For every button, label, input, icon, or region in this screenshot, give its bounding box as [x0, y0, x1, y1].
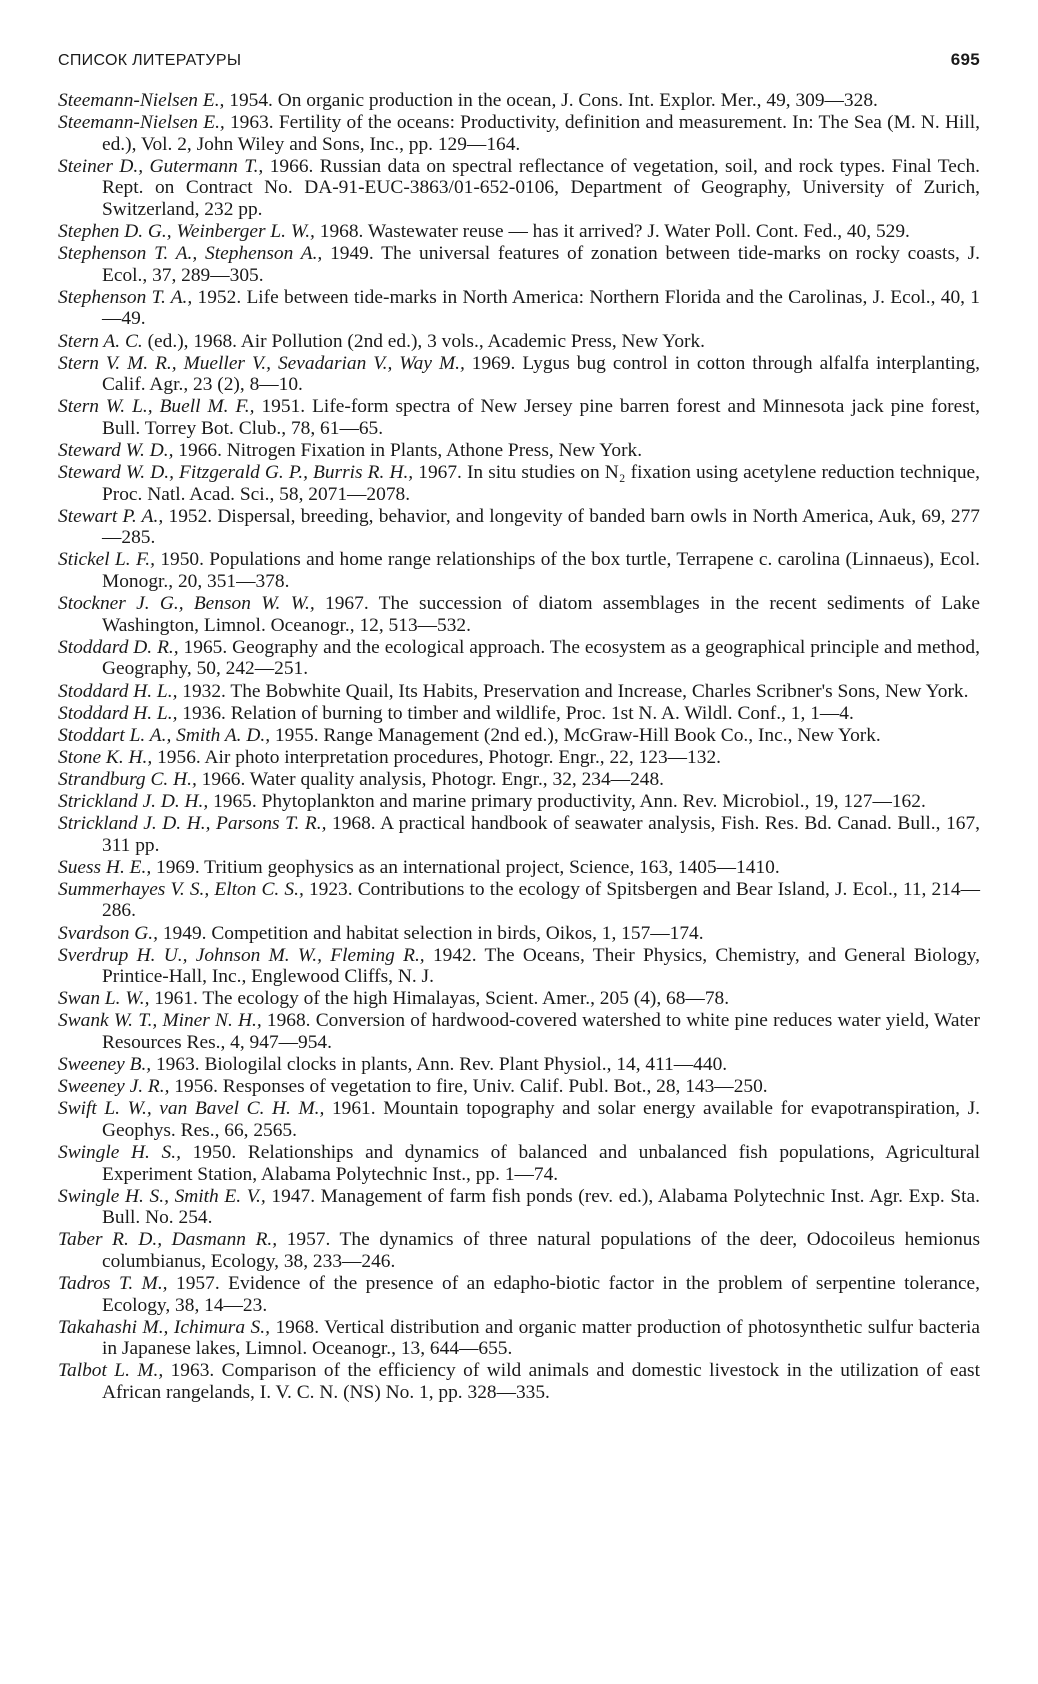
reference-authors: Steiner D., Gutermann T., — [58, 155, 264, 177]
reference-entry — [58, 791, 980, 813]
reference-entry — [58, 637, 980, 680]
reference-authors: Takahashi M., Ichimura S., — [58, 1316, 270, 1338]
reference-entry — [58, 923, 980, 945]
reference-text: 1968. Conversion of hardwood-covered watershed to white pine reduces water yield, Water Resources Res., 4, 947—954. — [102, 1010, 980, 1054]
reference-authors: Stewart P. A., — [58, 505, 164, 527]
reference-authors: Steemann-Nielsen E., — [58, 112, 225, 134]
reference-authors: Steward W. D., Fitzgerald G. P., Burris R. H., — [58, 462, 414, 484]
reference-entry — [58, 1186, 980, 1229]
reference-entry — [58, 857, 980, 879]
reference-entry — [58, 331, 980, 353]
reference-text: 1947. Management of farm fish ponds (rev. ed.), Alabama Polytechnic Inst. Agr. Exp. Sta. Bull. No. 254. — [102, 1185, 981, 1229]
reference-authors: Stephen D. G., Weinberger L. W., — [58, 221, 315, 243]
reference-authors: Strandburg C. H., — [58, 768, 197, 790]
reference-authors: Swingle H. S., Smith E. V., — [58, 1185, 266, 1207]
reference-authors: Suess H. E., — [58, 856, 152, 878]
reference-authors: Stoddard H. L., — [58, 702, 178, 724]
reference-text: 1942. The Oceans, Their Physics, Chemistry, and General Biology, Printice-Hall, Inc., Englewood Cliffs, N. J. — [102, 944, 980, 988]
reference-text: (ed.), 1968. Air Pollution (2nd ed.), 3 vols., Academic Press, New York. — [142, 330, 706, 352]
reference-authors: Stoddard D. R., — [58, 636, 179, 658]
reference-text: 1967. In situ studies on N₂ fixation using acetylene reduction technique, Proc. Natl. Acad. Sci., 58, 2071—2078. — [102, 462, 980, 505]
reference-authors: Swank W. T., Miner N. H., — [58, 1010, 262, 1032]
page-number: 695 — [950, 50, 980, 69]
reference-entry — [58, 703, 980, 725]
reference-entry — [58, 725, 980, 747]
reference-authors: Talbot L. M., — [58, 1360, 164, 1382]
reference-entry — [58, 1076, 980, 1098]
reference-text: 1963. Biologilal clocks in plants, Ann. Rev. Plant Physiol., 14, 411—440. — [151, 1054, 728, 1076]
reference-authors: Stoddart L. A., Smith A. D., — [58, 724, 271, 746]
reference-entry — [58, 112, 980, 155]
reference-authors: Stephenson T. A., Stephenson A., — [58, 243, 323, 265]
reference-entry — [58, 353, 980, 396]
page-header — [58, 50, 980, 70]
reference-text: 1961. The ecology of the high Himalayas, Scient. Amer., 205 (4), 68—78. — [149, 988, 730, 1010]
reference-authors: Stockner J. G., Benson W. W., — [58, 593, 315, 615]
reference-text: 1950. Relationships and dynamics of balanced and unbalanced fish populations, Agricultural Experiment Station, Alabama Polytechnic Inst., pp. 1—74. — [102, 1142, 980, 1185]
reference-text: 1949. The universal features of zonation between tide-marks on rocky coasts, J. Ecol., 37, 289—305. — [102, 243, 980, 286]
running-title: СПИСОК ЛИТЕРАТУРЫ — [58, 52, 242, 69]
reference-text: 1966. Russian data on spectral reflectance of vegetation, soil, and rock types. Final Tech. Rept. on Contract No. DA-91-EUC-3863/01-652-0106, Department of Geography, University of Zurich, Switzerland, 232 pp. — [102, 155, 980, 220]
reference-authors: Tadros T. M., — [58, 1273, 168, 1295]
reference-entry — [58, 1229, 980, 1272]
reference-text: 1954. On organic production in the ocean, J. Cons. Int. Explor. Mer., 49, 309—328. — [224, 90, 878, 111]
reference-entry — [58, 462, 980, 505]
reference-text: 1956. Responses of vegetation to fire, Univ. Calif. Publ. Bot., 28, 143—250. — [169, 1076, 768, 1098]
reference-entry — [58, 988, 980, 1010]
reference-text: 1969. Tritium geophysics as an international project, Science, 163, 1405—1410. — [151, 856, 780, 878]
reference-text: 1955. Range Management (2nd ed.), McGraw-Hill Book Co., Inc., New York. — [270, 724, 881, 746]
reference-text: 1956. Air photo interpretation procedures, Photogr. Engr., 22, 123—132. — [152, 746, 721, 768]
reference-entry — [58, 90, 980, 112]
reference-text: 1965. Phytoplankton and marine primary productivity, Ann. Rev. Microbiol., 19, 127—162. — [208, 791, 926, 812]
reference-authors: Stern W. L., Buell M. F., — [58, 396, 255, 418]
reference-entry — [58, 879, 980, 922]
reference-text: 1949. Competition and habitat selection in birds, Oikos, 1, 157—174. — [158, 922, 704, 944]
reference-entry — [58, 1142, 980, 1185]
reference-entry — [58, 593, 980, 636]
reference-authors: Stern V. M. R., Mueller V., Sevadarian V., Way M., — [58, 352, 465, 374]
reference-authors: Swan L. W., — [58, 988, 150, 1010]
reference-entry — [58, 1098, 980, 1141]
reference-text: 1968. Vertical distribution and organic matter production of photosynthetic sulfur bacteria in Japanese lakes, Limnol. Oceanogr., 13, 644—655. — [102, 1316, 980, 1360]
reference-authors: Swift L. W., van Bavel C. H. M., — [58, 1098, 325, 1120]
reference-text: 1968. Wastewater reuse — has it arrived? J. Water Poll. Cont. Fed., 40, 529. — [314, 221, 910, 243]
reference-list — [58, 90, 980, 1404]
reference-authors: Steemann-Nielsen E., — [58, 90, 225, 111]
reference-entry — [58, 1360, 980, 1403]
reference-entry — [58, 945, 980, 988]
reference-text: 1952. Life between tide-marks in North America: Northern Florida and the Carolinas, J. Ecol., 40, 1—49. — [102, 286, 980, 330]
reference-entry — [58, 1317, 980, 1360]
reference-authors: Stern A. C. — [58, 330, 143, 352]
reference-authors: Svardson G., — [58, 922, 159, 944]
reference-entry — [58, 1273, 980, 1316]
reference-authors: Stone K. H., — [58, 746, 153, 768]
reference-authors: Strickland J. D. H., Parsons T. R., — [58, 813, 327, 835]
reference-entry — [58, 243, 980, 286]
reference-entry — [58, 396, 980, 439]
reference-text: 1963. Fertility of the oceans: Productivity, definition and measurement. In: The Sea (M. N. Hill, ed.), Vol. 2, John Wiley and Sons, Inc., pp. 129—164. — [102, 112, 980, 155]
reference-entry — [58, 769, 980, 791]
reference-entry — [58, 813, 980, 856]
reference-entry — [58, 287, 980, 330]
reference-text: 1966. Nitrogen Fixation in Plants, Athone Press, New York. — [173, 440, 643, 461]
reference-authors: Stickel L. F., — [58, 549, 155, 571]
reference-authors: Stephenson T. A., — [58, 286, 193, 308]
reference-text: 1963. Comparison of the efficiency of wild animals and domestic livestock in the utilization of east African rangelands, I. V. C. N. (NS) No. 1, pp. 328—335. — [102, 1360, 980, 1404]
reference-text: 1952. Dispersal, breeding, behavior, and longevity of banded barn owls in North America, Auk, 69, 277—285. — [102, 505, 980, 549]
document-page — [58, 50, 980, 1404]
reference-authors: Strickland J. D. H., — [58, 791, 209, 812]
reference-entry — [58, 221, 980, 243]
reference-authors: Taber R. D., Dasmann R., — [58, 1229, 278, 1251]
reference-authors: Sweeney B., — [58, 1054, 152, 1076]
reference-text: 1961. Mountain topography and solar energy available for evapotranspiration, J. Geophys. Res., 66, 2565. — [102, 1098, 980, 1141]
reference-entry — [58, 681, 980, 703]
reference-text: 1965. Geography and the ecological approach. The ecosystem as a geographical principle and method, Geography, 50, 242—251. — [102, 636, 980, 680]
reference-text: 1967. The succession of diatom assemblages in the recent sediments of Lake Washington, Limnol. Oceanogr., 12, 513—532. — [102, 593, 980, 636]
reference-entry — [58, 549, 980, 592]
reference-text: 1966. Water quality analysis, Photogr. Engr., 32, 234—248. — [196, 768, 665, 790]
reference-entry — [58, 440, 980, 462]
reference-text: 1957. The dynamics of three natural populations of the deer, Odocoileus hemionus columbianus, Ecology, 38, 233—246. — [102, 1229, 981, 1272]
reference-text: 1957. Evidence of the presence of an edapho-biotic factor in the problem of serpentine tolerance, Ecology, 38, 14—23. — [102, 1273, 980, 1316]
reference-text: 1951. Life-form spectra of New Jersey pine barren forest and Minnesota jack pine forest, Bull. Torrey Bot. Club., 78, 61—65. — [102, 396, 980, 439]
reference-entry — [58, 506, 980, 549]
reference-authors: Sweeney J. R., — [58, 1076, 170, 1098]
reference-authors: Summerhayes V. S., Elton C. S., — [58, 878, 304, 900]
reference-text: 1936. Relation of burning to timber and wildlife, Proc. 1st N. A. Wildl. Conf., 1, 1—4. — [177, 702, 854, 724]
reference-entry — [58, 1010, 980, 1053]
reference-authors: Sverdrup H. U., Johnson M. W., Fleming R., — [58, 944, 425, 966]
reference-entry — [58, 1054, 980, 1076]
reference-authors: Stoddard H. L., — [58, 680, 178, 702]
reference-text: 1968. A practical handbook of seawater analysis, Fish. Res. Bd. Canad. Bull., 167, 311 pp. — [102, 813, 980, 856]
reference-authors: Steward W. D., — [58, 440, 174, 461]
reference-text: 1969. Lygus bug control in cotton through alfalfa interplanting, Calif. Agr., 23 (2), 8—10. — [102, 352, 980, 396]
reference-text: 1932. The Bobwhite Quail, Its Habits, Preservation and Increase, Charles Scribner's Sons, New York. — [177, 680, 969, 702]
reference-entry — [58, 156, 980, 221]
reference-authors: Swingle H. S., — [58, 1142, 181, 1163]
reference-entry — [58, 747, 980, 769]
reference-text: 1923. Contributions to the ecology of Spitsbergen and Bear Island, J. Ecol., 11, 214—286. — [102, 878, 980, 922]
reference-text: 1950. Populations and home range relationships of the box turtle, Terrapene c. carolina (Linnaeus), Ecol. Monogr., 20, 351—378. — [102, 549, 980, 593]
